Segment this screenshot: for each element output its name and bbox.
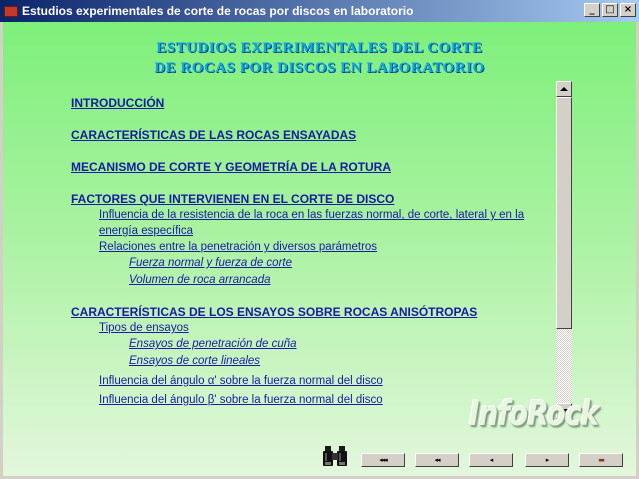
maximize-button[interactable]: □ — [602, 3, 618, 17]
app-icon — [4, 6, 18, 17]
nav-next-button[interactable]: ▸ — [525, 453, 569, 467]
toc-link-mecanismo-corte[interactable]: MECANISMO DE CORTE Y GEOMETRÍA DE LA ROTURA — [71, 160, 392, 174]
toc-link-caracteristicas-rocas[interactable]: CARACTERÍSTICAS DE LAS ROCAS ENSAYADAS — [71, 128, 357, 142]
toc-link-volumen-roca[interactable]: Volumen de roca arrancada — [129, 274, 271, 286]
toc-link-tipos-ensayos[interactable]: Tipos de ensayos — [99, 322, 189, 334]
page-title-line2: DE ROCAS POR DISCOS EN LABORATORIO — [154, 60, 485, 76]
toc-link-angulo-alfa[interactable]: Influencia del ángulo α' sobre la fuerza normal del disco — [99, 375, 383, 387]
scrollbar-thumb[interactable] — [556, 97, 572, 329]
toc-link-corte-lineales[interactable]: Ensayos de corte lineales — [129, 355, 261, 367]
table-of-contents — [71, 96, 557, 419]
page-title — [3, 38, 636, 78]
close-button[interactable]: × — [620, 3, 636, 17]
scroll-up-button[interactable] — [556, 81, 572, 97]
toc-link-angulo-beta[interactable]: Influencia del ángulo β' sobre la fuerza normal del disco — [99, 394, 383, 406]
toc-link-rocas-anisotropas[interactable]: CARACTERÍSTICAS DE LOS ENSAYOS SOBRE ROCAS ANISÓTROPAS — [71, 305, 478, 319]
nav-previous-chapter-button[interactable]: ◂◂ — [415, 453, 459, 467]
window-controls — [584, 3, 636, 17]
nav-first-button[interactable]: ◂◂◂ — [361, 453, 405, 467]
main-content — [3, 22, 636, 476]
toc-link-influencia-resistencia[interactable]: Influencia de la resistencia de la roca en las fuerzas normal, de corte, lateral y en la energía específica — [99, 209, 525, 237]
binoculars-icon[interactable] — [322, 445, 348, 467]
inforock-logo: InfoRock — [469, 394, 599, 434]
spacer — [71, 289, 557, 305]
title-bar — [0, 0, 639, 22]
arrow-up-icon — [560, 86, 568, 92]
toc-link-factores[interactable]: FACTORES QUE INTERVIENEN EN EL CORTE DE DISCO — [71, 192, 395, 206]
minimize-button[interactable]: _ — [584, 3, 600, 17]
toc-link-relaciones-penetracion[interactable]: Relaciones entre la penetración y diversos parámetros — [99, 241, 378, 253]
vertical-scrollbar[interactable] — [556, 81, 572, 419]
nav-previous-button[interactable]: ◂ — [469, 453, 513, 467]
toc-link-fuerza-normal-corte[interactable]: Fuerza normal y fuerza de corte — [129, 257, 292, 269]
page-title-line1: ESTUDIOS EXPERIMENTALES DEL CORTE — [156, 40, 483, 56]
toc-link-introduccion[interactable]: INTRODUCCIÓN — [71, 96, 165, 110]
nav-exit-button[interactable]: ▬ — [579, 453, 623, 467]
window-title: Estudios experimentales de corte de rocas por discos en laboratorio — [22, 4, 414, 18]
toc-link-penetracion-cuna[interactable]: Ensayos de penetración de cuña — [129, 338, 297, 350]
